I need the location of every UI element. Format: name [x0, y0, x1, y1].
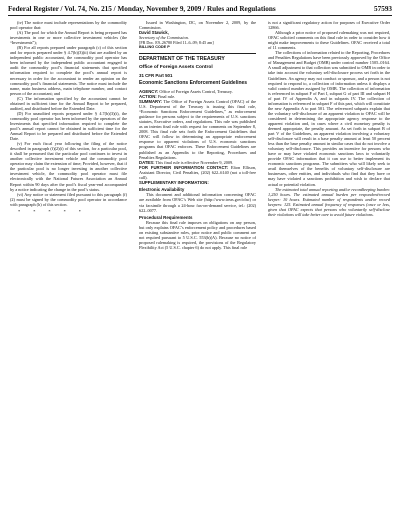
page-number: 57593 [374, 5, 392, 13]
office-heading: Office of Foreign Assets Control [139, 64, 213, 70]
paragraph: (D) For unaudited reports prepared under § 4.7(b)(3)(i), the commodity pool operator has been informed by the operators of the Investments that specified information required to complete the pool’s annual report cannot be obtained in sufficient time for the Annual Report to be prepared and distributed before the Extended Date. [10, 110, 127, 142]
dates-field: DATES: This final rule is effective November 9, 2009. [139, 159, 234, 165]
paragraph: Although a prior notice of proposed rulemaking was not required, OFAC solicited comments on this final rule in order to consider how it might make improvements to these Guidelines. OFAC received a total of 11 comments. [268, 30, 390, 51]
paragraph: (B) For all reports prepared under paragraph (c) of this section and for reports prepared under § 4.7(b)(3)(ii) that are audited by an independent public accountant, the commodity pool operator has been informed by the independent public accountant engaged to audit the commodity pool’s financial statements that specified information required to complete the pool’s annual report is necessary in order for the accountant to render an opinion on the commodity pool’s financial statements. The notice must include the name, main business address, main telephone number, and contact person of the accountant; and [10, 45, 127, 96]
column-1 [10, 20, 127, 512]
column-3 [268, 20, 390, 512]
section-heading: Electronic Availability [139, 186, 185, 192]
issued-line: Issued in Washington, DC, on November 2, 2009, by the Commission. [139, 20, 256, 31]
paragraph: The collections of information related to the Reporting, Procedures and Penalties Regulations have been previously approved by the Office of Management and Budget (OMB) under control number 1505–0164. A small adjustment to that collection was submitted to OMB in order to take into account the voluntary self-disclosure process set forth in the Guidelines. An agency may not conduct or sponsor, and a person is not required to respond to, a collection of information unless it displays a valid control number assigned by OMB. The collection of information is referenced in subpart F of Part I, subpart G of part III and subpart H of part IV of Appendix A, and in subparts IV. The collection of information is referenced in subpart F of this part, which will constitute the new Appendix A to part 501. The referenced subparts explain that the voluntary self-disclosure of an apparent violation to OFAC will be considered in determining the appropriate agency response to the apparent violation and, in cases where a civil monetary penalty is deemed appropriate, the penalty amount. As set forth in subpart B of part V of the Guidelines, an apparent violation involving a voluntary self-disclosure will result in a base penalty amount at least 50 percent less than the base penalty amount in similar cases that do not involve a voluntary self-disclosure. This provides an incentive for persons who have or may have violated economic sanctions laws to voluntarily provide OFAC information that it can use to better implement its economic sanctions programs. The submitters who will likely seek to avail themselves of the benefits of voluntary self-disclosure are businesses, other entities, and individuals who find that they have or may have violated a sanctions prohibition and wish to declare that actual or potential violation. [268, 50, 390, 187]
paragraph: (vi) Any notice or statement filed pursuant to this paragraph (f)(2) must be signed by the commodity pool operator in accordance with paragraph (h) of this section. [10, 191, 127, 207]
paragraph: This document and additional information concerning OFAC are available from OFAC’s Web site (http://www.treas.gov/ofac) or via facsimile through a 24-hour fax-on-demand service, tel.: (202) 622–0077. [139, 192, 256, 213]
signatory-title: Secretary of the Commission. [139, 35, 189, 41]
paragraph: Because this final rule imposes on obligations on any person, but only explains OFAC’s enforcement policy and procedures based on existing substantive rules, prior notice and public comment are not required pursuant to 5 U.S.C. 553(b)(A). Because no notice of proposed rulemaking is required, the provisions of the Regulatory Flexibility Act (5 U.S.C. chapter 6) do not apply. This final rule [139, 220, 256, 251]
section-break-stars: * * * * * [18, 208, 87, 214]
cfr-part: 31 CFR Part 501 [139, 73, 173, 79]
summary-field: SUMMARY: The Office of Foreign Assets Control (OFAC) of the U.S. Department of the Treasury is issuing this final rule, “Economic Sanctions Enforcement Guidelines,” as enforcement guidance for persons subject to the requirements of U.S. sanctions statutes, Executive orders, and regulations. This rule was published as an interim final rule with request for comments on September 8, 2008. This final rule sets forth the Enforcement Guidelines that OFAC will follow in determining an appropriate enforcement response to apparent violations of U.S. economic sanctions programs that OFAC enforces. These Enforcement Guidelines are published as an Appendix to the Reporting, Procedures and Penalties Regulations. [139, 99, 256, 160]
column-2 [139, 20, 256, 512]
divider [139, 53, 256, 54]
action-field: ACTION: Final rule. [139, 94, 176, 99]
page-header [8, 3, 392, 16]
rule-title: Economic Sanctions Enforcement Guidelines [139, 80, 248, 87]
paragraph: (iv) The notice must include representations by the commodity pool operator that: [10, 20, 127, 31]
fr-doc-line: [FR Doc. E9–26780 Filed 11–6–09; 8:45 am] [139, 40, 214, 46]
paragraph: The estimated total annual reporting and/or recordkeeping burden: 1,250 hours. The estimated annual burden per respondent/record keeper: 10 hours. Estimated number of respondents and/or record keepers: 125. Estimated annual frequency of responses (once or less, given that OFAC expects that persons who voluntarily self-disclose their violations will take better care to avoid future violations. [268, 186, 390, 217]
paragraph: is not a significant regulatory action for purposes of Executive Order 12866. [268, 20, 390, 31]
billing-code: BILLING CODE P [139, 45, 170, 50]
header-citation: Federal Register / Vol. 74, No. 215 / Monday, November 9, 2009 / Rules and Regulations [8, 5, 276, 13]
supplementary-field: SUPPLEMENTARY INFORMATION: [139, 179, 209, 185]
section-heading: Procedural Requirements [139, 214, 193, 220]
signatory-name: David Stawick, [139, 30, 169, 36]
agency-heading: DEPARTMENT OF THE TREASURY [139, 56, 225, 63]
paragraph: (C) The information specified by the accountant cannot be obtained in sufficient time for the Annual Report to be prepared, audited, and distributed before the Extended Date. [10, 95, 127, 111]
contact-field: FOR FURTHER INFORMATION CONTACT: Elton Ellison, Assistant Director, Civil Penalties, (202) 622–6140 (not a toll-free call). [139, 164, 256, 180]
agency-field: AGENCY: Office of Foreign Assets Control, Treasury. [139, 88, 233, 94]
paragraph: (A) The pool for which the Annual Report is being prepared has investments in one or more collective investment vehicles (the “Investments”); [10, 30, 127, 46]
paragraph: (v) For each fiscal year following the filing of the notice described in paragraph (f)(2)(i) of this section, for a particular pool, it shall be presumed that the particular pool continues to invest in another collective investment vehicle and the commodity pool operator may claim the extension of time; Provided, however, that if the particular pool is no longer investing in another collective investment vehicle, the commodity pool operator must file electronically with the National Futures Association an Annual Report within 90 days after the pool’s fiscal year-end accompanied by a notice indicating the change in the pool’s status. [10, 141, 127, 192]
